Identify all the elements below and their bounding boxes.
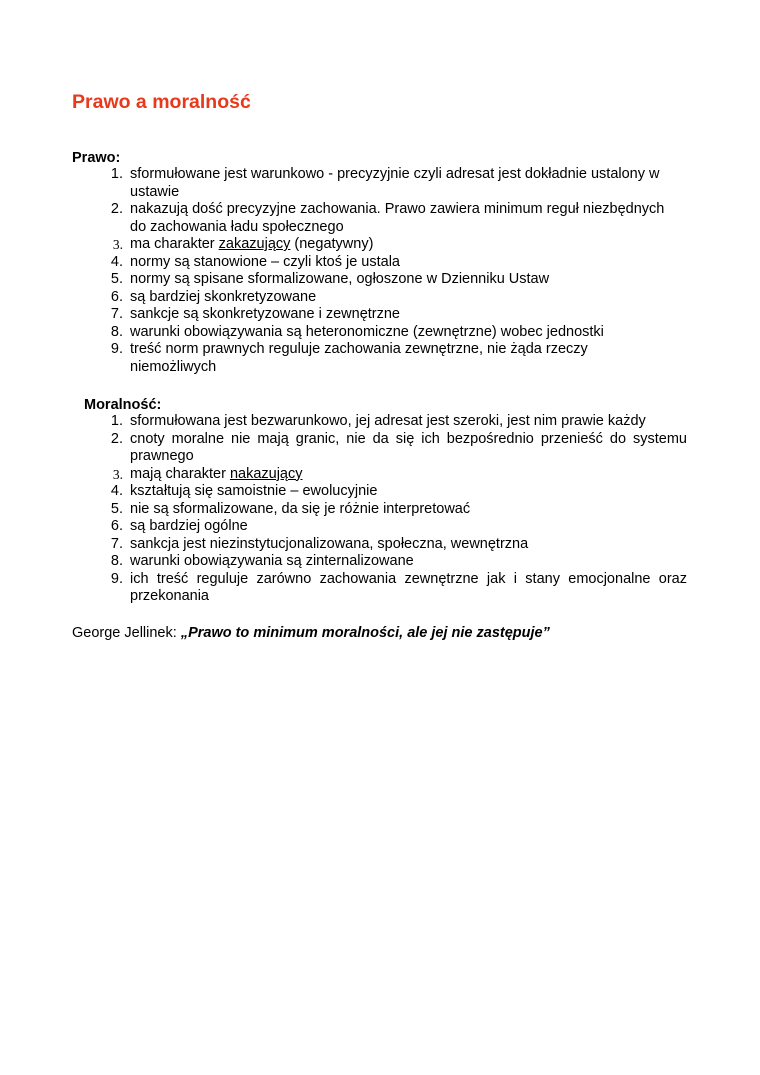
list-number: 2. [110,201,123,217]
list-item [0,518,760,536]
list-item [0,254,760,272]
list-item-text: sformułowana jest bezwarunkowo, jej adresat jest szeroki, jest nim prawie każdy [130,413,646,429]
quote-line [72,624,550,642]
list-item-text: normy są stanowione – czyli ktoś je ustala [130,253,400,270]
list-number: 7. [110,306,123,322]
list-item-text: sankcja jest niezinstytucjonalizowana, społeczna, wewnętrzna [130,535,529,552]
list-number: 8. [110,553,123,569]
list-number: 4. [110,253,123,270]
list-item-text: sformułowane jest warunkowo - precyzyjnie czyli adresat jest dokładnie ustalony w ustawie [130,166,660,200]
list-item [0,571,760,606]
quote-text: „Prawo to minimum moralności, ale jej nie zastępuje” [180,625,550,641]
list-number: 3. [112,466,123,482]
list-item [0,289,760,307]
list-item [0,166,760,201]
list-item [0,431,760,466]
list-item [0,466,760,484]
list-number: 1. [110,413,123,429]
list-item-text: sankcje są skonkretyzowane i zewnętrzne [130,306,400,322]
list-item-text: są bardziej skonkretyzowane [130,288,317,305]
list-item [0,536,760,554]
list-number: 6. [110,518,123,534]
list-item [0,306,760,324]
list-item [0,501,760,519]
list-item [0,341,760,376]
list-item-text: cnoty moralne nie mają granic, nie da się ich bezpośrednio przenieść do systemu prawnego [130,430,687,464]
list-number: 3. [112,237,123,252]
list-item-text-post: (negatywny) [290,236,374,252]
list-number: 8. [110,323,123,340]
list-item [0,553,760,571]
list-item [0,483,760,501]
moralnosc-list [0,413,760,606]
list-item-text-pre: ma charakter [130,236,219,252]
list-number: 1. [110,166,123,182]
section-heading-prawo: Prawo: [72,150,121,166]
list-item-text: nakazują dość precyzyjne zachowania. Prawo zawiera minimum reguł niezbędnych do zachowania ładu społecznego [130,201,665,235]
list-number: 5. [110,271,123,287]
list-item-text: warunki obowiązywania są zinternalizowane [130,553,414,569]
list-item-text: treść norm prawnych reguluje zachowania zewnętrzne, nie żąda rzeczy niemożliwych [130,341,588,375]
section-heading-moralnosc: Moralność: [84,397,162,413]
underlined-term: nakazujący [229,465,303,482]
list-item [0,271,760,289]
list-number: 5. [110,500,123,517]
list-number: 4. [110,483,123,499]
page-title: Prawo a moralność [72,91,251,113]
prawo-list [0,166,760,376]
list-number: 6. [110,288,123,305]
list-item-text-pre: mają charakter [130,465,230,482]
list-item-text: nie są sformalizowane, da się je różnie interpretować [130,500,471,517]
list-item [0,236,760,254]
list-number: 7. [110,535,123,552]
list-number: 9. [110,341,123,357]
list-item [0,324,760,342]
quote-author: George Jellinek: [72,625,181,641]
list-item-text: kształtują się samoistnie – ewolucyjnie [130,483,378,499]
list-item-text: warunki obowiązywania są heteronomiczne (zewnętrzne) wobec jednostki [130,323,604,340]
list-item-text: są bardziej ogólne [130,518,248,534]
list-number: 2. [110,430,123,447]
list-item-text [130,236,678,254]
list-item-text: normy są spisane sformalizowane, ogłoszone w Dzienniku Ustaw [130,271,550,287]
list-number: 9. [110,570,123,587]
list-item [0,201,760,236]
list-item [0,413,760,431]
list-item-text: ich treść reguluje zarówno zachowania zewnętrzne jak i stany emocjonalne oraz przekonania [130,570,687,604]
underlined-term: zakazujący [218,236,291,252]
list-item-text [130,466,687,484]
